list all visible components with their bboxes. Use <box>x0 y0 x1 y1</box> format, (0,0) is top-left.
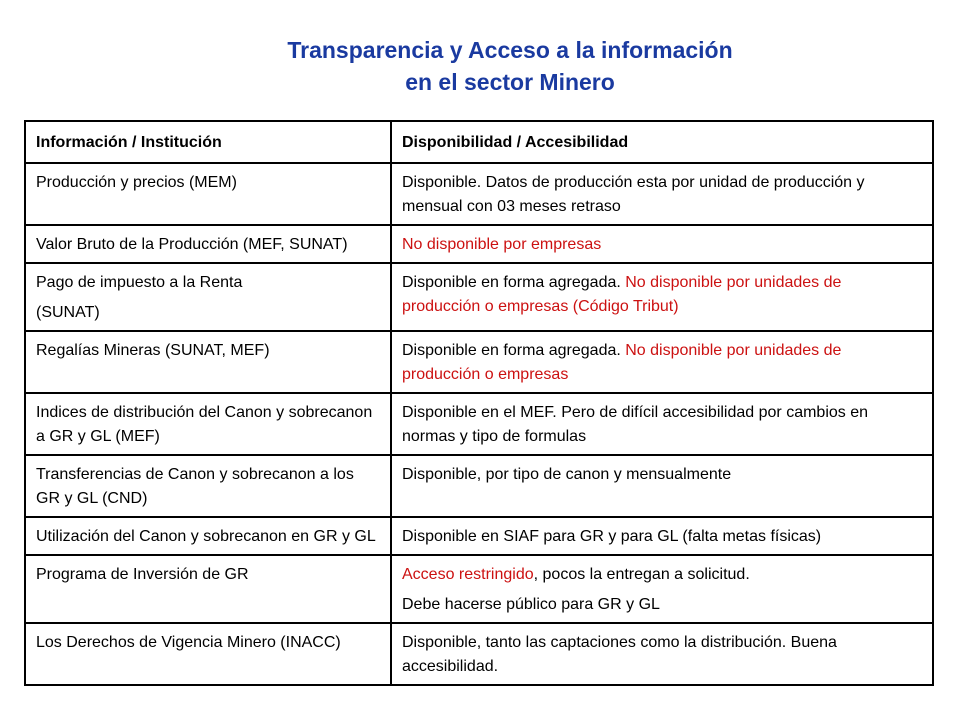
availability-cell: Disponible, por tipo de canon y mensualmente <box>391 455 933 517</box>
table-header-row <box>25 121 933 163</box>
table-row <box>25 163 933 225</box>
table-row <box>25 393 933 455</box>
availability-cell <box>391 225 933 263</box>
table-row <box>25 517 933 555</box>
institution-cell: Transferencias de Canon y sobrecanon a los GR y GL (CND) <box>25 455 391 517</box>
availability-alert-text: No disponible por unidades de producción o empresas (Código Tribut) <box>402 274 842 315</box>
institution-cell: Indices de distribución del Canon y sobrecanon a GR y GL (MEF) <box>25 393 391 455</box>
availability-text: , pocos la entregan a solicitud. <box>533 566 750 583</box>
institution-line: (SUNAT) <box>36 304 100 321</box>
availability-cell <box>391 263 933 331</box>
slide-title <box>160 34 860 98</box>
institution-line: Pago de impuesto a la Renta <box>36 274 243 291</box>
availability-text: Disponible en forma agregada. <box>402 274 626 291</box>
table-row <box>25 331 933 393</box>
availability-cell <box>391 331 933 393</box>
title-line-1: Transparencia y Acceso a la información <box>287 37 733 63</box>
table-row <box>25 555 933 623</box>
title-line-2: en el sector Minero <box>405 69 615 95</box>
table-row <box>25 225 933 263</box>
availability-line: Debe hacerse público para GR y GL <box>402 596 660 613</box>
institution-cell: Programa de Inversión de GR <box>25 555 391 623</box>
availability-cell: Disponible. Datos de producción esta por unidad de producción y mensual con 03 meses retraso <box>391 163 933 225</box>
availability-alert-text: No disponible por unidades de producción o empresas <box>402 342 842 383</box>
availability-cell <box>391 555 933 623</box>
availability-cell: Disponible en el MEF. Pero de difícil accesibilidad por cambios en normas y tipo de formulas <box>391 393 933 455</box>
availability-line <box>402 563 922 587</box>
availability-cell: Disponible en SIAF para GR y para GL (falta metas físicas) <box>391 517 933 555</box>
institution-cell <box>25 263 391 331</box>
table-row <box>25 455 933 517</box>
institution-cell: Utilización del Canon y sobrecanon en GR y GL <box>25 517 391 555</box>
table-row <box>25 263 933 331</box>
header-availability: Disponibilidad / Accesibilidad <box>391 121 933 163</box>
table-row <box>25 623 933 685</box>
transparency-table <box>24 120 934 686</box>
header-institution: Información / Institución <box>25 121 391 163</box>
institution-cell: Producción y precios (MEM) <box>25 163 391 225</box>
availability-text: Disponible en forma agregada. <box>402 342 626 359</box>
availability-alert-text: No disponible por empresas <box>402 236 602 253</box>
availability-alert-text: Acceso restringido <box>402 566 534 583</box>
institution-cell: Los Derechos de Vigencia Minero (INACC) <box>25 623 391 685</box>
institution-cell: Regalías Mineras (SUNAT, MEF) <box>25 331 391 393</box>
availability-cell: Disponible, tanto las captaciones como la distribución. Buena accesibilidad. <box>391 623 933 685</box>
institution-cell: Valor Bruto de la Producción (MEF, SUNAT) <box>25 225 391 263</box>
